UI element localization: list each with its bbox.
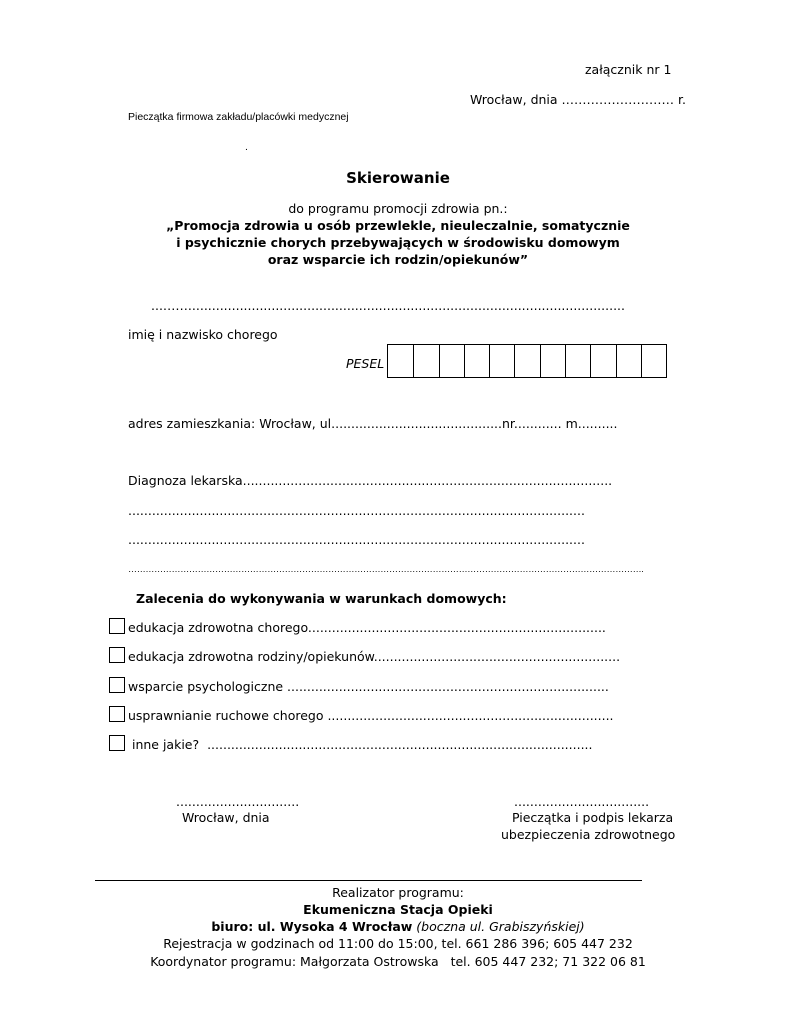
program-name-line2: i psychicznie chorych przebywających w środowisku domowym	[176, 235, 620, 250]
pesel-digit-cell[interactable]	[388, 345, 413, 377]
footer-divider	[95, 880, 642, 881]
checkbox-psychological-support[interactable]	[109, 677, 125, 693]
recommendation-item-other[interactable]: inne jakie? .................................................................................................	[128, 737, 593, 752]
footer-office-note: (boczna ul. Grabiszyńskiej)	[412, 919, 585, 934]
place-date-field[interactable]: Wrocław, dnia ……………………… r.	[470, 92, 686, 107]
pesel-label: PESEL	[346, 356, 385, 371]
address-field[interactable]: adres zamieszkania: Wrocław, ul...........................................nr............ m..........	[128, 416, 618, 431]
program-intro: do programu promocji zdrowia pn.:	[288, 201, 508, 216]
footer-realizer: Realizator programu:	[332, 885, 464, 900]
recommendation-item: edukacja zdrowotna rodziny/opiekunów..............................................................	[128, 649, 621, 664]
diagnosis-line-2[interactable]: ...................................................................................................................	[128, 503, 585, 518]
date-signature-field[interactable]: ...............................	[176, 794, 300, 809]
pesel-digit-cell[interactable]	[590, 345, 615, 377]
doctor-signature-label-1: Pieczątka i podpis lekarza	[512, 810, 674, 825]
checkbox-health-education-family[interactable]	[109, 647, 125, 663]
pesel-input[interactable]	[387, 344, 667, 378]
pesel-digit-cell[interactable]	[514, 345, 539, 377]
page-title: Skierowanie	[346, 169, 450, 187]
pesel-digit-cell[interactable]	[540, 345, 565, 377]
pesel-digit-cell[interactable]	[641, 345, 666, 377]
checkbox-physical-rehabilitation[interactable]	[109, 706, 125, 722]
pesel-digit-cell[interactable]	[439, 345, 464, 377]
pesel-digit-cell[interactable]	[565, 345, 590, 377]
recommendation-item: edukacja zdrowotna chorego...........................................................................	[128, 620, 606, 635]
patient-name-field[interactable]: ...……..............................................................................................................	[151, 298, 625, 313]
diagnosis-line-3[interactable]: ...................................................................................................................	[128, 532, 585, 547]
footer-office	[0, 919, 791, 934]
footer-coordinator: Koordynator programu: Małgorzata Ostrowska tel. 605 447 232; 71 322 06 81	[150, 954, 646, 969]
stamp-label: Pieczątka firmowa zakładu/placówki medycznej	[128, 111, 349, 123]
diagnosis-line-4[interactable]: …………………………………………………………………………………………………………………………………………………………….	[128, 564, 644, 574]
recommendation-item: wsparcie psychologiczne .................................................................................	[128, 679, 609, 694]
footer-organization: Ekumeniczna Stacja Opieki	[303, 902, 493, 917]
doctor-signature-field[interactable]: ..................................	[514, 794, 650, 809]
checkbox-health-education-patient[interactable]	[109, 618, 125, 634]
pesel-digit-cell[interactable]	[616, 345, 641, 377]
attachment-label: załącznik nr 1	[585, 62, 672, 77]
footer-office-address: biuro: ul. Wysoka 4 Wrocław	[211, 919, 413, 934]
pesel-digit-cell[interactable]	[464, 345, 489, 377]
patient-name-label: imię i nazwisko chorego	[128, 327, 278, 342]
footer-registration: Rejestracja w godzinach od 11:00 do 15:00, tel. 661 286 396; 605 447 232	[163, 936, 633, 951]
date-signature-label: Wrocław, dnia	[182, 810, 270, 825]
pesel-digit-cell[interactable]	[413, 345, 438, 377]
recommendations-heading: Zalecenia do wykonywania w warunkach domowych:	[136, 591, 507, 606]
program-name-line3: oraz wsparcie ich rodzin/opiekunów”	[267, 252, 529, 267]
doctor-signature-label-2: ubezpieczenia zdrowotnego	[501, 827, 676, 842]
separator-dot: .	[245, 141, 248, 153]
diagnosis-field[interactable]: Diagnoza lekarska.............................................................................................	[128, 473, 613, 488]
pesel-digit-cell[interactable]	[489, 345, 514, 377]
recommendation-item: usprawnianie ruchowe chorego ........................................................................	[128, 708, 614, 723]
checkbox-other[interactable]	[109, 735, 125, 751]
program-name-line1: „Promocja zdrowia u osób przewlekle, nieuleczalnie, somatycznie	[166, 218, 630, 233]
